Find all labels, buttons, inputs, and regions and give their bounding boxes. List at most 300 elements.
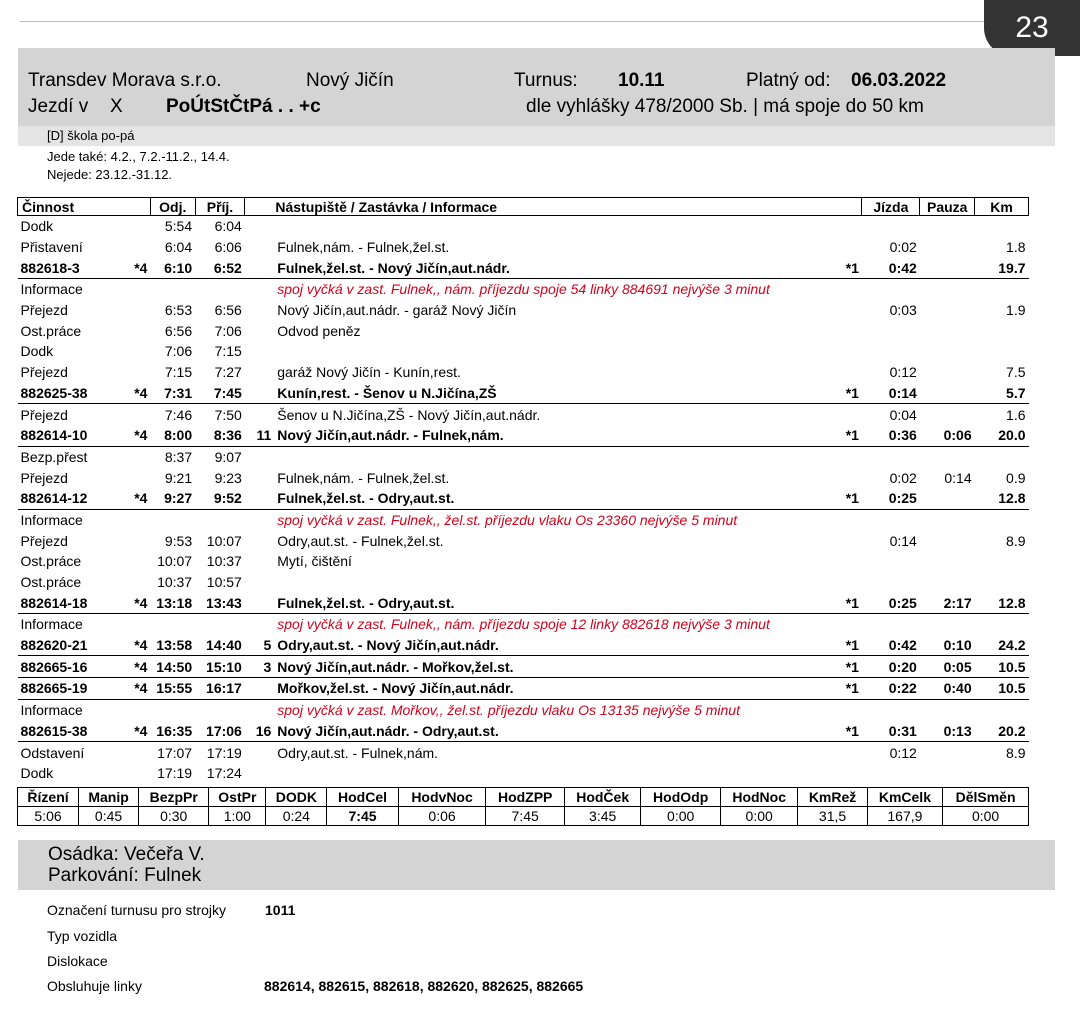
- cell-dep: 9:53: [164, 532, 193, 549]
- cell-arr: 6:52: [213, 259, 242, 276]
- schedule-header-row: [18, 198, 1029, 216]
- cell-arr: 7:45: [213, 384, 242, 401]
- table-row: [18, 614, 1029, 635]
- cell-pauza: 0:06: [943, 427, 972, 444]
- cell-mark: [122, 362, 150, 383]
- summary-value-cell: 31,5: [798, 807, 867, 826]
- cell-arr: 8:36: [213, 427, 242, 444]
- cell-mark: *4: [134, 259, 148, 276]
- cell-num: [245, 530, 274, 551]
- table-row: [18, 237, 1029, 258]
- cell-desc: [274, 763, 837, 784]
- cell-desc: Fulnek,nám. - Fulnek,žel.st.: [277, 239, 450, 256]
- table-row: [18, 509, 1029, 530]
- cell-km: 12.8: [998, 594, 1026, 611]
- cell-star: [838, 551, 862, 572]
- cell-arr: 6:56: [214, 302, 242, 319]
- cell-km: 8.9: [975, 742, 1029, 763]
- table-row: [18, 721, 1029, 742]
- cell-km: 19.7: [998, 259, 1026, 276]
- summary-table: [17, 787, 1029, 826]
- cell-arr: 6:06: [214, 239, 242, 256]
- designation-label: Označení turnusu pro strojky: [47, 902, 226, 918]
- cell-pauza: [920, 446, 975, 467]
- table-row: [18, 446, 1029, 467]
- cell-num: [245, 614, 274, 635]
- dislocation-label: Dislokace: [47, 953, 108, 969]
- cell-act: Přistavení: [20, 239, 83, 256]
- cell-jizda: 0:14: [888, 384, 917, 401]
- cell-mark: [122, 551, 150, 572]
- cell-arr: 9:23: [214, 469, 242, 486]
- cell-desc: Mořkov,žel.st. - Nový Jičín,aut.nádr.: [274, 678, 837, 700]
- cell-jizda: 0:14: [889, 532, 917, 549]
- cell-act: 882665-16: [18, 656, 123, 678]
- summary-header-cell: HodCel: [327, 788, 398, 807]
- cell-km: [975, 572, 1029, 593]
- cell-num: [245, 488, 274, 509]
- cell-star: [838, 446, 862, 467]
- cell-jizda: 0:03: [889, 302, 917, 319]
- cell-star: [838, 320, 862, 341]
- col-header-stop-text: Nástupiště / Zastávka / Informace: [275, 198, 498, 215]
- table-row: [18, 742, 1029, 763]
- cell-km: 10.5: [975, 678, 1029, 700]
- cell-num: [245, 300, 274, 321]
- cell-dep: 14:50: [150, 656, 195, 678]
- parking-location: Parkování: Fulnek: [48, 865, 202, 886]
- cell-arr: 17:06: [206, 722, 242, 739]
- cell-pauza: [920, 509, 975, 530]
- cell-dep: 13:18: [156, 594, 193, 611]
- cell-km: 12.8: [998, 490, 1026, 507]
- cell-arr: 6:04: [214, 218, 242, 235]
- summary-header-cell: KmRež: [798, 788, 867, 807]
- table-row: [18, 279, 1029, 300]
- lines-label: Obsluhuje linky: [47, 978, 142, 994]
- cell-pauza: 0:13: [943, 722, 972, 739]
- cell-arr: 7:06: [214, 322, 242, 339]
- cell-arr: 14:40: [206, 637, 242, 654]
- valid-label: Platný od:: [746, 70, 831, 91]
- cell-arr: 7:15: [214, 343, 242, 360]
- school-note: [D] škola po-pá: [47, 128, 135, 143]
- cell-jizda: 0:04: [862, 404, 920, 425]
- cell-pauza: [920, 279, 975, 300]
- cell-mark: [122, 614, 150, 635]
- summary-value-cell: 0:24: [266, 807, 327, 826]
- cell-act: 882614-12: [20, 490, 88, 507]
- cell-pauza: [920, 742, 975, 763]
- cell-jizda: [862, 509, 920, 530]
- table-row: [18, 341, 1029, 362]
- cell-num: [245, 237, 274, 258]
- cell-arr: 9:52: [213, 490, 242, 507]
- cell-arr: 13:43: [206, 594, 242, 611]
- cell-mark: [122, 572, 150, 593]
- table-row: [18, 425, 1029, 446]
- cell-arr: 16:17: [195, 678, 245, 700]
- cell-act: Informace: [18, 509, 123, 530]
- table-row: [18, 551, 1029, 572]
- cell-km: 20.0: [998, 427, 1026, 444]
- cell-km: 0.9: [1006, 469, 1026, 486]
- cell-mark: [122, 404, 150, 425]
- vehicle-type-label: Typ vozidla: [47, 928, 118, 944]
- cell-mark: [122, 699, 150, 720]
- cell-act: 882625-38: [20, 384, 88, 401]
- cell-num: [245, 742, 274, 763]
- cell-jizda: 0:12: [889, 364, 917, 381]
- schedule-table: [17, 197, 1029, 784]
- cell-star: [838, 279, 862, 300]
- cell-arr: [195, 614, 245, 635]
- cell-star: [838, 341, 862, 362]
- cell-desc: Nový Jičín,aut.nádr. - Odry,aut.st.: [277, 722, 499, 739]
- cell-act: Přejezd: [20, 364, 68, 381]
- cell-pauza: [920, 551, 975, 572]
- cell-km: 1.6: [975, 404, 1029, 425]
- cell-num: [245, 467, 274, 488]
- cell-km: 10.5: [975, 656, 1029, 678]
- cell-arr: 15:10: [195, 656, 245, 678]
- cell-pauza: 0:40: [920, 678, 975, 700]
- cell-mark: [122, 467, 150, 488]
- cell-desc: Odry,aut.st. - Fulnek,nám.: [274, 742, 837, 763]
- cell-pauza: [920, 488, 975, 509]
- cell-km: 7.5: [1006, 364, 1026, 381]
- cell-jizda: 0:20: [862, 656, 920, 678]
- cell-num: [245, 572, 274, 593]
- cell-dep: [150, 699, 195, 720]
- cell-num: [245, 446, 274, 467]
- cell-pauza: [920, 404, 975, 425]
- cell-act: 882614-18: [20, 594, 88, 611]
- cell-pauza: [920, 699, 975, 720]
- cell-jizda: 0:42: [888, 637, 917, 654]
- cell-km: [975, 446, 1029, 467]
- cell-km: [975, 320, 1029, 341]
- table-row: [18, 300, 1029, 321]
- cell-jizda: [862, 614, 920, 635]
- cell-km: [975, 341, 1029, 362]
- cell-desc: [274, 216, 837, 237]
- cell-star: *1: [845, 427, 859, 444]
- summary-value-row: [18, 807, 1029, 826]
- also-runs-note: Jede také: 4.2., 7.2.-11.2., 14.4.: [47, 149, 230, 164]
- summary-header-cell: BezpPr: [139, 788, 209, 807]
- summary-header-cell: Řízení: [18, 788, 79, 807]
- cell-jizda: [862, 216, 920, 237]
- cell-mark: [122, 300, 150, 321]
- cell-star: [838, 467, 862, 488]
- cell-desc: garáž Nový Jičín - Kunín,rest.: [277, 364, 461, 381]
- summary-header-cell: HodČek: [564, 788, 640, 807]
- cell-act: Dodk: [20, 343, 54, 360]
- cell-mark: *4: [134, 637, 148, 654]
- cell-num: 16: [255, 722, 272, 739]
- cell-act: Informace: [18, 614, 123, 635]
- cell-num: [245, 551, 274, 572]
- cell-km: 1.9: [1006, 302, 1026, 319]
- cell-km: 5.7: [1006, 384, 1026, 401]
- cell-star: [838, 614, 862, 635]
- cell-desc: Odvod peněz: [277, 322, 361, 339]
- cell-num: [245, 341, 274, 362]
- col-header-departure: Odj.: [150, 198, 195, 216]
- summary-value-cell: 0:00: [641, 807, 721, 826]
- col-header-arrival: Příj.: [195, 198, 245, 216]
- cell-star: [838, 530, 862, 551]
- cell-star: *1: [845, 490, 859, 507]
- cell-mark: *4: [134, 490, 148, 507]
- summary-value-cell: 5:06: [18, 807, 79, 826]
- cell-pauza: [920, 320, 975, 341]
- cell-arr: 17:19: [195, 742, 245, 763]
- cell-desc: spoj vyčká v zast. Fulnek,, nám. příjezdu spoje 12 linky 882618 nejvýše 3 minut: [274, 614, 837, 635]
- cell-dep: 9:27: [164, 490, 193, 507]
- cell-dep: 17:07: [150, 742, 195, 763]
- cell-dep: 10:37: [157, 574, 193, 591]
- cell-pauza: [920, 237, 975, 258]
- cell-dep: 7:46: [150, 404, 195, 425]
- col-header-drive: Jízda: [862, 198, 920, 216]
- cell-pauza: 0:10: [943, 637, 972, 654]
- cell-star: [838, 742, 862, 763]
- cell-arr: 7:27: [214, 364, 242, 381]
- turnus-label: Turnus:: [514, 70, 578, 91]
- cell-jizda: [862, 763, 920, 784]
- cell-num: [245, 699, 274, 720]
- cell-dep: [150, 614, 195, 635]
- table-row: [18, 530, 1029, 551]
- summary-header-cell: Manip: [79, 788, 139, 807]
- cell-desc: Šenov u N.Jičína,ZŠ - Nový Jičín,aut.nádr.: [274, 404, 837, 425]
- table-row: [18, 763, 1029, 784]
- cell-arr: [195, 279, 245, 300]
- cell-star: [838, 572, 862, 593]
- cell-star: [838, 404, 862, 425]
- cell-act: Odstavení: [18, 742, 123, 763]
- cell-desc: Kunín,rest. - Šenov u N.Jičína,ZŠ: [277, 384, 497, 401]
- summary-value-cell: 167,9: [867, 807, 942, 826]
- table-row: [18, 592, 1029, 613]
- runs-label: Jezdí v: [28, 96, 89, 117]
- cell-act: Přejezd: [20, 302, 68, 319]
- table-row: [18, 635, 1029, 656]
- notes-bar: [18, 126, 1055, 146]
- crew-box: [18, 840, 1055, 890]
- summary-header-cell: DělSměn: [943, 788, 1029, 807]
- cell-num: [245, 216, 274, 237]
- schedule-body: [18, 216, 1029, 784]
- summary-header-cell: KmCelk: [867, 788, 942, 807]
- summary-value-cell: 0:00: [943, 807, 1029, 826]
- cell-mark: *4: [122, 678, 150, 700]
- cell-desc: Nový Jičín,aut.nádr. - Fulnek,nám.: [277, 427, 504, 444]
- crew-name: Osádka: Večeřa V.: [48, 844, 205, 865]
- cell-star: *1: [845, 594, 859, 611]
- cell-mark: [122, 279, 150, 300]
- cell-dep: 6:56: [164, 322, 193, 339]
- cell-dep: 7:31: [164, 384, 193, 401]
- cell-jizda: 0:02: [889, 469, 917, 486]
- cell-dep: 6:53: [164, 302, 193, 319]
- cell-pauza: [920, 300, 975, 321]
- cell-star: [838, 237, 862, 258]
- cell-dep: 6:10: [164, 259, 193, 276]
- cell-pauza: 0:05: [920, 656, 975, 678]
- cell-km: [975, 216, 1029, 237]
- cell-pauza: [920, 572, 975, 593]
- cell-km: 20.2: [998, 722, 1026, 739]
- cell-pauza: [920, 614, 975, 635]
- cell-desc: Odry,aut.st. - Nový Jičín,aut.nádr.: [277, 637, 499, 654]
- table-row: [18, 467, 1029, 488]
- cell-act: Přejezd: [18, 404, 123, 425]
- cell-desc: Fulnek,žel.st. - Nový Jičín,aut.nádr.: [277, 259, 510, 276]
- cell-jizda: 0:22: [862, 678, 920, 700]
- cell-dep: 8:00: [164, 427, 193, 444]
- table-row: [18, 488, 1029, 509]
- cell-num: [245, 320, 274, 341]
- cell-star: *1: [838, 656, 862, 678]
- cell-jizda: [862, 320, 920, 341]
- cell-pauza: 0:14: [944, 469, 972, 486]
- runs-x: X: [110, 96, 123, 117]
- cell-num: [245, 678, 274, 700]
- valid-value: 06.03.2022: [851, 70, 947, 91]
- cell-mark: *4: [134, 427, 148, 444]
- cell-jizda: [862, 279, 920, 300]
- cell-star: *1: [845, 384, 859, 401]
- summary-value-cell: 0:30: [139, 807, 209, 826]
- depot-name: Nový Jičín: [306, 70, 394, 91]
- cell-act: Bezp.přest: [18, 446, 123, 467]
- summary-value-cell: 7:45: [327, 807, 398, 826]
- cell-pauza: [920, 383, 975, 404]
- cell-jizda: 0:36: [888, 427, 917, 444]
- cell-dep: 7:15: [164, 364, 193, 381]
- cell-star: [838, 216, 862, 237]
- cell-arr: 10:37: [206, 553, 242, 570]
- cell-star: [838, 300, 862, 321]
- table-row: [18, 257, 1029, 278]
- cell-num: [245, 509, 274, 530]
- cell-pauza: [920, 362, 975, 383]
- cell-act: 882620-21: [20, 637, 88, 654]
- cell-km: 24.2: [998, 637, 1026, 654]
- cell-act: Ost.práce: [20, 553, 82, 570]
- cell-km: 8.9: [1006, 532, 1026, 549]
- cell-dep: 15:55: [150, 678, 195, 700]
- cell-arr: [195, 699, 245, 720]
- cell-jizda: [862, 551, 920, 572]
- cell-jizda: 0:25: [888, 594, 917, 611]
- cell-desc: Fulnek,žel.st. - Odry,aut.st.: [277, 594, 455, 611]
- cell-dep: 16:35: [156, 722, 193, 739]
- summary-header-cell: HodNoc: [720, 788, 797, 807]
- summary-header-cell: OstPr: [209, 788, 266, 807]
- summary-header-cell: DODK: [266, 788, 327, 807]
- cell-act: Informace: [18, 279, 123, 300]
- top-rule: [20, 21, 984, 22]
- cell-mark: [122, 237, 150, 258]
- cell-jizda: 0:42: [888, 259, 917, 276]
- company-name: Transdev Morava s.r.o.: [28, 70, 222, 91]
- cell-num: [245, 592, 274, 613]
- cell-act: 882615-38: [20, 722, 88, 739]
- cell-arr: 7:50: [195, 404, 245, 425]
- cell-mark: *4: [122, 656, 150, 678]
- table-row: [18, 362, 1029, 383]
- summary-value-cell: 0:45: [79, 807, 139, 826]
- col-header-stop: [245, 198, 862, 216]
- cell-jizda: 0:12: [862, 742, 920, 763]
- cell-num: [245, 763, 274, 784]
- cell-km: [975, 279, 1029, 300]
- regulation-text: dle vyhlášky 478/2000 Sb. | má spoje do 50 km: [526, 96, 924, 117]
- cell-act: Přejezd: [20, 532, 68, 549]
- cell-mark: [122, 530, 150, 551]
- cell-km: [975, 699, 1029, 720]
- cell-mark: [122, 341, 150, 362]
- cell-desc: Fulnek,nám. - Fulnek,žel.st.: [277, 469, 450, 486]
- document-header: [18, 48, 1055, 126]
- col-header-pause: Pauza: [920, 198, 975, 216]
- cell-jizda: 0:25: [888, 490, 917, 507]
- not-runs-note: Nejede: 23.12.-31.12.: [47, 167, 173, 182]
- table-row: [18, 320, 1029, 341]
- cell-jizda: [862, 341, 920, 362]
- cell-star: [838, 763, 862, 784]
- cell-dep: 8:37: [150, 446, 195, 467]
- runs-days: PoÚtStČtPá . . +c: [166, 96, 321, 117]
- lines-value: 882614, 882615, 882618, 882620, 882625, 882665: [264, 978, 584, 994]
- cell-star: *1: [838, 678, 862, 700]
- cell-pauza: [920, 763, 975, 784]
- cell-desc: spoj vyčká v zast. Fulnek,, nám. příjezdu spoje 54 linky 884691 nejvýše 3 minut: [274, 279, 837, 300]
- cell-act: Informace: [18, 699, 123, 720]
- cell-star: [838, 509, 862, 530]
- cell-act: 882665-19: [18, 678, 123, 700]
- cell-dep: 17:19: [157, 765, 193, 782]
- cell-act: 882618-3: [20, 259, 80, 276]
- cell-act: Ost.práce: [20, 574, 82, 591]
- cell-num: 3: [245, 656, 274, 678]
- page-number: 23: [1015, 11, 1049, 44]
- cell-jizda: [862, 446, 920, 467]
- summary-value-cell: 3:45: [564, 807, 640, 826]
- cell-act: 882614-10: [20, 427, 88, 444]
- table-row: [18, 404, 1029, 425]
- cell-desc: Odry,aut.st. - Fulnek,žel.st.: [277, 532, 444, 549]
- cell-pauza: [920, 257, 975, 278]
- cell-dep: 10:07: [157, 553, 193, 570]
- cell-num: [245, 257, 274, 278]
- cell-star: *1: [845, 722, 859, 739]
- cell-dep: 13:58: [156, 637, 193, 654]
- summary-header-cell: HodZPP: [486, 788, 565, 807]
- table-row: [18, 656, 1029, 678]
- cell-arr: 9:07: [195, 446, 245, 467]
- col-header-activity: Činnost: [18, 198, 151, 216]
- summary-value-cell: 7:45: [486, 807, 565, 826]
- cell-pauza: [920, 530, 975, 551]
- table-row: [18, 216, 1029, 237]
- cell-arr: 17:24: [206, 765, 242, 782]
- cell-km: 1.8: [1006, 239, 1026, 256]
